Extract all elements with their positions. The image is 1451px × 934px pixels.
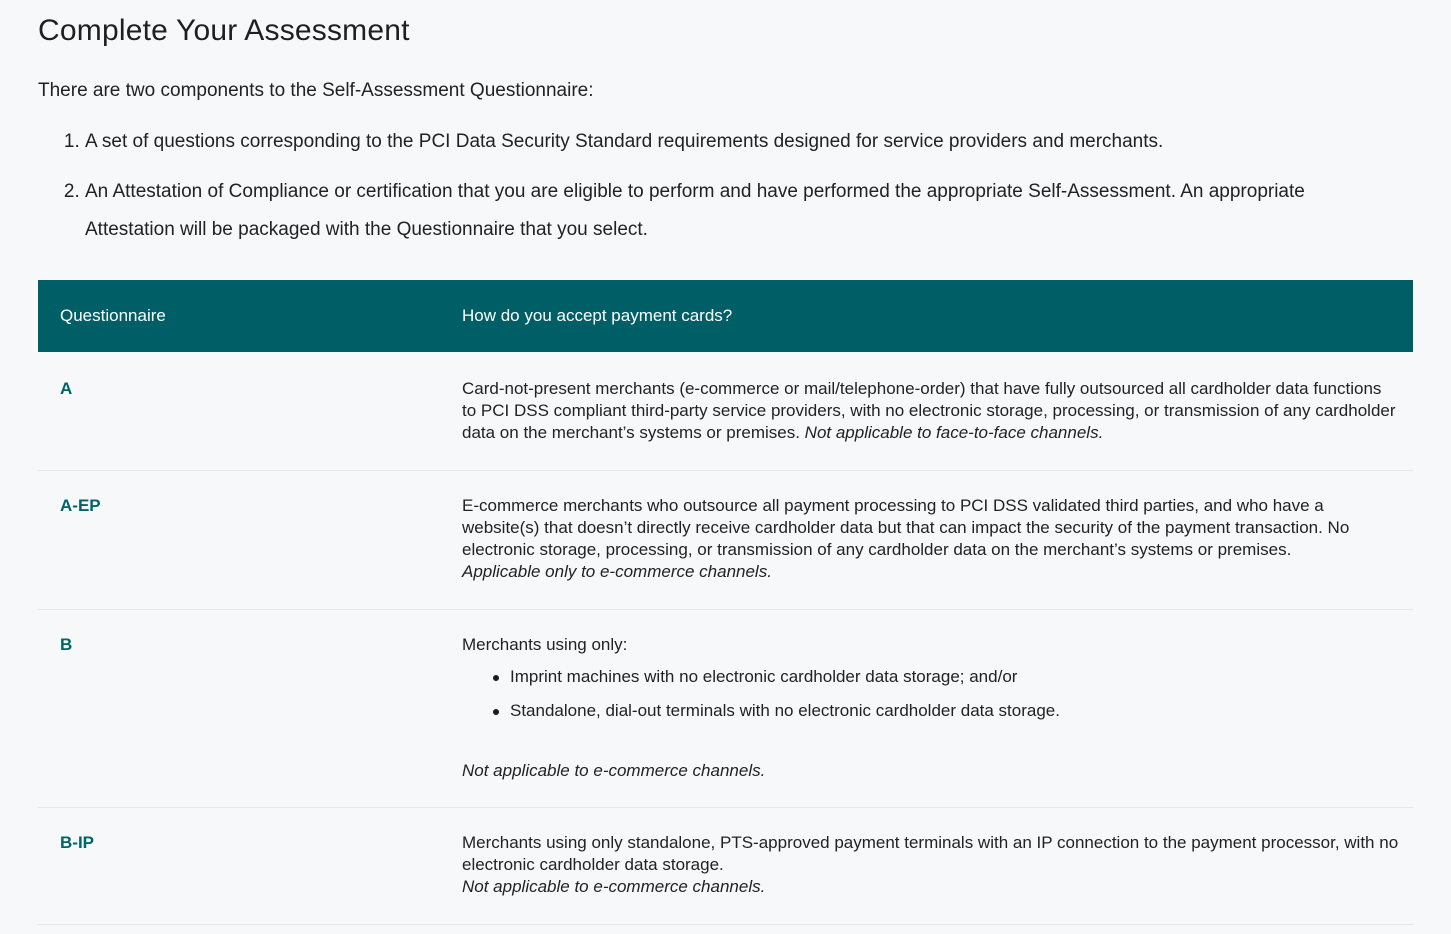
list-item: Imprint machines with no electronic cardholder data storage; and/or [510, 666, 1399, 688]
questionnaire-description [440, 808, 1413, 925]
description-text: E-commerce merchants who outsource all payment processing to PCI DSS validated third parties, and who have a website(s) that doesn’t directly receive cardholder data but that can impact the security of the payment transaction. No electronic storage, processing, or transmission of any cardholder data on the merchant’s systems or premises. [462, 496, 1350, 559]
description-text: Merchants using only standalone, PTS-approved payment terminals with an IP connection to the payment processor, with no electronic cardholder data storage. [462, 833, 1399, 874]
components-list [38, 123, 1413, 249]
table-row [38, 471, 1413, 610]
description-text: Merchants using only: [462, 635, 628, 654]
questionnaire-name: A-EP [38, 471, 440, 610]
intro-text: There are two components to the Self-Assessment Questionnaire: [38, 80, 594, 101]
questionnaire-description [440, 471, 1413, 610]
channel-note: Not applicable to face-to-face channels. [804, 423, 1104, 442]
questionnaire-description [440, 610, 1413, 808]
table-header-row [38, 280, 1413, 352]
table-row [38, 352, 1413, 471]
list-item: Standalone, dial-out terminals with no electronic cardholder data storage. [510, 700, 1399, 722]
channel-note: Not applicable to e-commerce channels. [462, 877, 766, 896]
questionnaire-table [38, 280, 1413, 925]
channel-note: Not applicable to e-commerce channels. [462, 761, 766, 780]
questionnaire-name: B [38, 610, 440, 808]
page-title: Complete Your Assessment [38, 14, 410, 47]
table-row [38, 610, 1413, 808]
component-item: 2. An Attestation of Compliance or certification that you are eligible to perform and have performed the appropriate Self-Assessment. An appropriate Attestation will be packaged with the Questionnaire that you select. [85, 173, 1310, 249]
channel-note: Applicable only to e-commerce channels. [462, 562, 772, 581]
merchant-type-list [462, 666, 1399, 722]
header-how-accept: How do you accept payment cards? [440, 280, 1413, 352]
component-item: 1. A set of questions corresponding to the PCI Data Security Standard requirements designed for service providers and merchants. [85, 123, 1310, 161]
questionnaire-name: B-IP [38, 808, 440, 925]
header-questionnaire: Questionnaire [38, 280, 440, 352]
questionnaire-name: A [38, 352, 440, 471]
description-text: Card-not-present merchants (e-commerce or mail/telephone-order) that have fully outsourced all cardholder data functions to PCI DSS compliant third-party service providers, with no electronic storage, processing, or transmission of any cardholder data on the merchant’s systems or premises. [462, 379, 1396, 442]
questionnaire-description [440, 352, 1413, 471]
table-row [38, 808, 1413, 925]
